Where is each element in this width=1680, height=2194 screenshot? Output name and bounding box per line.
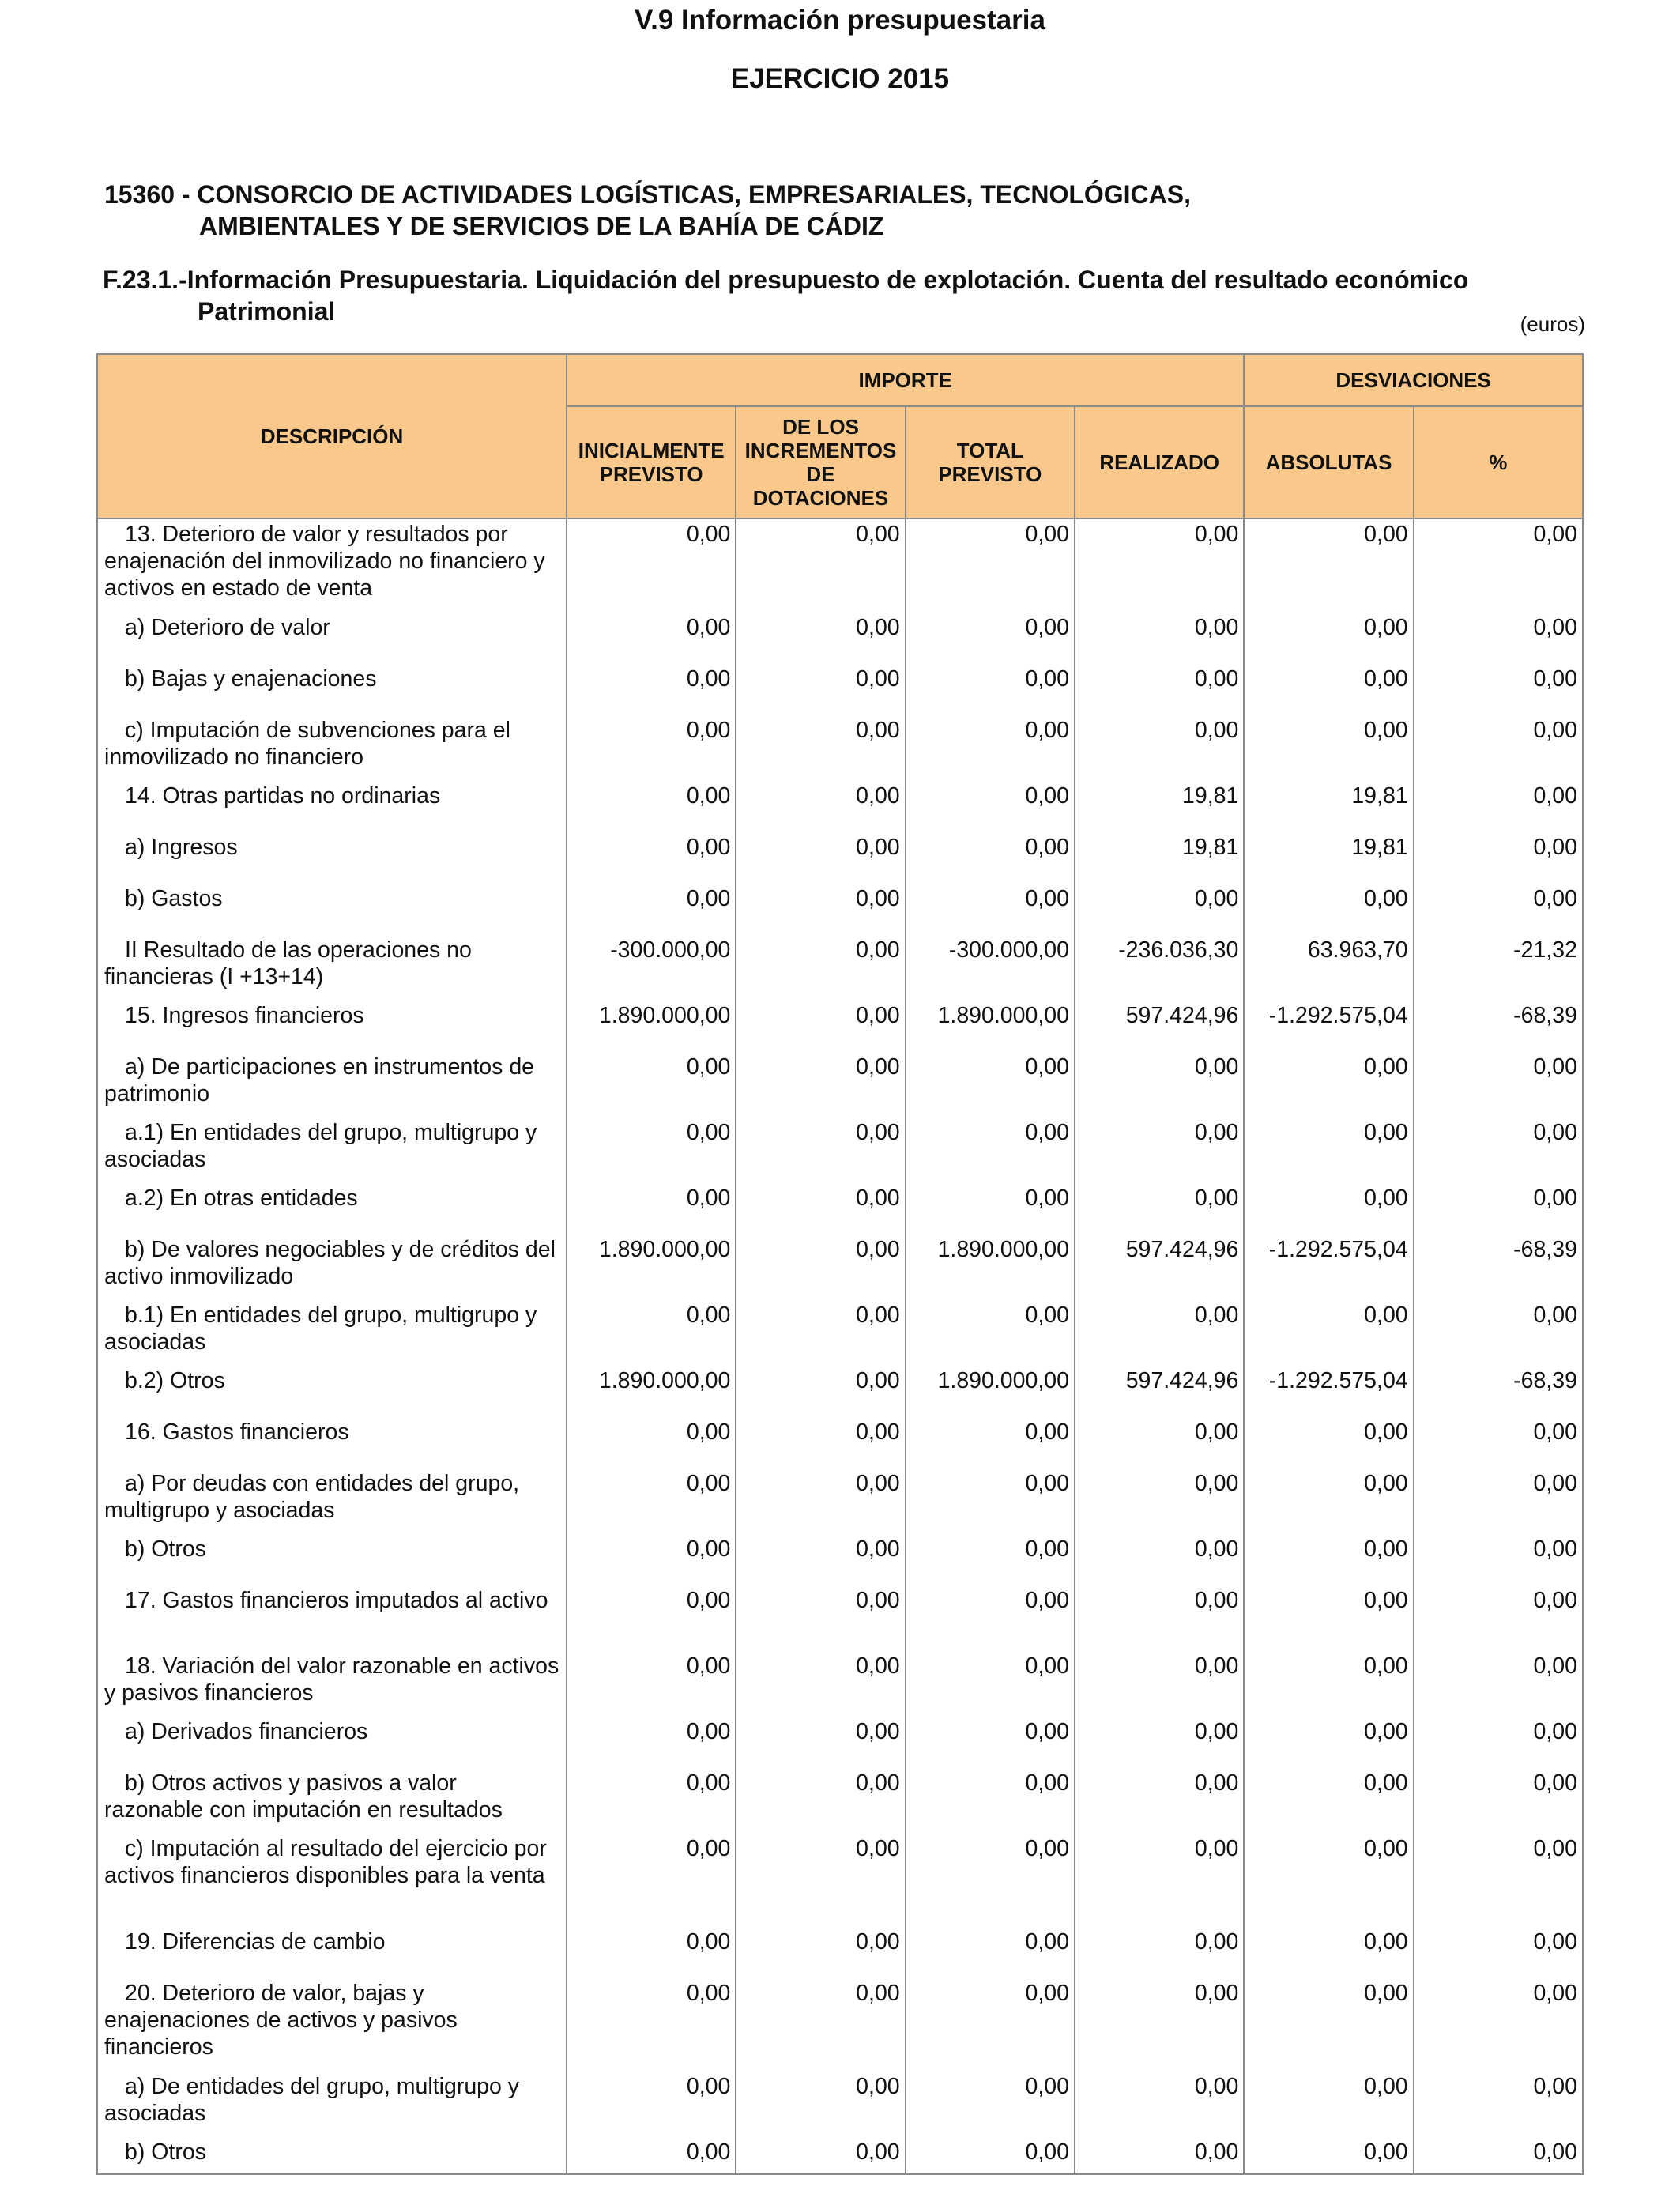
entity-heading	[104, 179, 1527, 242]
cell-incrementos-dotaciones: 0,00	[736, 1366, 905, 1417]
cell-incrementos-dotaciones: 0,00	[736, 1417, 905, 1468]
cell-total-previsto: 0,00	[906, 1118, 1075, 1183]
cell-inicialmente-previsto: 0,00	[567, 1768, 736, 1834]
cell-inicialmente-previsto: 0,00	[567, 1118, 736, 1183]
entity-heading-line-1: 15360 - CONSORCIO DE ACTIVIDADES LOGÍSTICAS, EMPRESARIALES, TECNOLÓGICAS,	[104, 180, 1191, 209]
cell-total-previsto: 0,00	[906, 1183, 1075, 1235]
cell-total-previsto: 0,00	[906, 2071, 1075, 2137]
cell-absolutas: 0,00	[1244, 1768, 1413, 1834]
fiscal-year-title: EJERCICIO 2015	[730, 63, 950, 94]
cell-inicialmente-previsto: 0,00	[567, 1927, 736, 1978]
table-row	[97, 1235, 1583, 1300]
cell-absolutas: 0,00	[1244, 1585, 1413, 1651]
cell-percent: 0,00	[1414, 2137, 1583, 2174]
header-text: INICIALMENTE	[578, 439, 725, 462]
row-description: 15. Ingresos financieros	[97, 1001, 567, 1052]
cell-realizado: 597.424,96	[1075, 1001, 1244, 1052]
header-text: DE	[806, 462, 835, 486]
cell-total-previsto: 0,00	[906, 664, 1075, 715]
cell-realizado: 0,00	[1075, 1300, 1244, 1366]
cell-absolutas: 0,00	[1244, 613, 1413, 664]
cell-realizado: 19,81	[1075, 781, 1244, 832]
cell-incrementos-dotaciones: 0,00	[736, 1300, 905, 1366]
cell-realizado: 0,00	[1075, 1052, 1244, 1118]
cell-incrementos-dotaciones: 0,00	[736, 518, 905, 613]
row-description: 19. Diferencias de cambio	[97, 1927, 567, 1978]
table-row	[97, 1366, 1583, 1417]
cell-total-previsto: 1.890.000,00	[906, 1366, 1075, 1417]
cell-incrementos-dotaciones: 0,00	[736, 1978, 905, 2071]
column-header-realizado: REALIZADO	[1075, 406, 1244, 518]
row-description: II Resultado de las operaciones no financieras (I +13+14)	[97, 935, 567, 1001]
cell-realizado: 0,00	[1075, 1468, 1244, 1534]
cell-inicialmente-previsto: 0,00	[567, 1183, 736, 1235]
table-row	[97, 935, 1583, 1001]
cell-incrementos-dotaciones: 0,00	[736, 1834, 905, 1927]
cell-inicialmente-previsto: 0,00	[567, 781, 736, 832]
table-row	[97, 1651, 1583, 1717]
column-header-percent: %	[1414, 406, 1583, 518]
row-description: 20. Deterioro de valor, bajas y enajenaciones de activos y pasivos financieros	[97, 1978, 567, 2071]
table-row	[97, 613, 1583, 664]
cell-inicialmente-previsto: 0,00	[567, 1052, 736, 1118]
column-header-absolutas: ABSOLUTAS	[1244, 406, 1413, 518]
cell-absolutas: 0,00	[1244, 1651, 1413, 1717]
cell-inicialmente-previsto: 0,00	[567, 715, 736, 781]
cell-percent: -68,39	[1414, 1366, 1583, 1417]
cell-absolutas: 0,00	[1244, 664, 1413, 715]
cell-percent: 0,00	[1414, 1978, 1583, 2071]
entity-heading-line-2: AMBIENTALES Y DE SERVICIOS DE LA BAHÍA DE CÁDIZ	[199, 212, 884, 240]
cell-percent: 0,00	[1414, 1118, 1583, 1183]
cell-percent: -68,39	[1414, 1235, 1583, 1300]
cell-total-previsto: 0,00	[906, 2137, 1075, 2174]
cell-inicialmente-previsto: 0,00	[567, 1978, 736, 2071]
cell-incrementos-dotaciones: 0,00	[736, 832, 905, 884]
cell-total-previsto: 0,00	[906, 781, 1075, 832]
cell-percent: 0,00	[1414, 518, 1583, 613]
cell-total-previsto: 0,00	[906, 518, 1075, 613]
cell-realizado: 0,00	[1075, 2137, 1244, 2174]
cell-incrementos-dotaciones: 0,00	[736, 1534, 905, 1585]
cell-incrementos-dotaciones: 0,00	[736, 1235, 905, 1300]
column-header-descripcion: DESCRIPCIÓN	[97, 354, 567, 518]
cell-realizado: 0,00	[1075, 715, 1244, 781]
cell-inicialmente-previsto: 0,00	[567, 2137, 736, 2174]
cell-realizado: 597.424,96	[1075, 1235, 1244, 1300]
cell-total-previsto: 0,00	[906, 1927, 1075, 1978]
cell-percent: 0,00	[1414, 1585, 1583, 1651]
cell-percent: 0,00	[1414, 832, 1583, 884]
cell-realizado: 19,81	[1075, 832, 1244, 884]
cell-inicialmente-previsto: 0,00	[567, 664, 736, 715]
cell-realizado: 0,00	[1075, 1118, 1244, 1183]
table-row	[97, 664, 1583, 715]
cell-realizado: 0,00	[1075, 884, 1244, 935]
cell-absolutas: 0,00	[1244, 1834, 1413, 1927]
cell-absolutas: 0,00	[1244, 1534, 1413, 1585]
report-heading-line-2: Patrimonial	[198, 297, 336, 326]
cell-total-previsto: 0,00	[906, 1834, 1075, 1927]
cell-realizado: 0,00	[1075, 1585, 1244, 1651]
cell-inicialmente-previsto: 1.890.000,00	[567, 1366, 736, 1417]
table-row	[97, 1978, 1583, 2071]
table-row	[97, 2137, 1583, 2174]
cell-total-previsto: 0,00	[906, 832, 1075, 884]
cell-percent: 0,00	[1414, 1183, 1583, 1235]
row-description: b) Bajas y enajenaciones	[97, 664, 567, 715]
cell-incrementos-dotaciones: 0,00	[736, 1585, 905, 1651]
cell-absolutas: 0,00	[1244, 1468, 1413, 1534]
cell-absolutas: 0,00	[1244, 518, 1413, 613]
cell-incrementos-dotaciones: 0,00	[736, 1651, 905, 1717]
cell-inicialmente-previsto: 0,00	[567, 613, 736, 664]
cell-percent: 0,00	[1414, 1717, 1583, 1768]
row-description: b) Gastos	[97, 884, 567, 935]
cell-percent: -21,32	[1414, 935, 1583, 1001]
header-text: PREVISTO	[599, 462, 703, 486]
cell-incrementos-dotaciones: 0,00	[736, 1052, 905, 1118]
cell-realizado: 0,00	[1075, 518, 1244, 613]
header-text: PREVISTO	[938, 462, 1042, 486]
cell-inicialmente-previsto: 0,00	[567, 1468, 736, 1534]
cell-absolutas: 0,00	[1244, 1927, 1413, 1978]
row-description: a) Ingresos	[97, 832, 567, 884]
cell-absolutas: -1.292.575,04	[1244, 1001, 1413, 1052]
table-row	[97, 1001, 1583, 1052]
cell-total-previsto: 1.890.000,00	[906, 1235, 1075, 1300]
cell-realizado: 0,00	[1075, 1834, 1244, 1927]
table-row	[97, 518, 1583, 613]
budget-table	[96, 353, 1584, 2175]
cell-percent: 0,00	[1414, 1834, 1583, 1927]
table-row	[97, 1468, 1583, 1534]
cell-incrementos-dotaciones: 0,00	[736, 2071, 905, 2137]
cell-total-previsto: 0,00	[906, 884, 1075, 935]
cell-absolutas: 0,00	[1244, 1978, 1413, 2071]
row-description: b) De valores negociables y de créditos del activo inmovilizado	[97, 1235, 567, 1300]
cell-realizado: 0,00	[1075, 1978, 1244, 2071]
row-description: b) Otros	[97, 1534, 567, 1585]
cell-absolutas: 19,81	[1244, 781, 1413, 832]
cell-percent: 0,00	[1414, 1417, 1583, 1468]
table-row	[97, 1300, 1583, 1366]
row-description: a.2) En otras entidades	[97, 1183, 567, 1235]
cell-absolutas: -1.292.575,04	[1244, 1366, 1413, 1417]
cell-realizado: 597.424,96	[1075, 1366, 1244, 1417]
cell-percent: 0,00	[1414, 613, 1583, 664]
cell-total-previsto: 0,00	[906, 1585, 1075, 1651]
cell-incrementos-dotaciones: 0,00	[736, 935, 905, 1001]
cell-percent: 0,00	[1414, 884, 1583, 935]
cell-inicialmente-previsto: 0,00	[567, 1834, 736, 1927]
cell-absolutas: 0,00	[1244, 1417, 1413, 1468]
column-group-importe: IMPORTE	[567, 354, 1244, 406]
row-description: c) Imputación de subvenciones para el inmovilizado no financiero	[97, 715, 567, 781]
cell-realizado: 0,00	[1075, 1534, 1244, 1585]
cell-realizado: 0,00	[1075, 1717, 1244, 1768]
cell-percent: 0,00	[1414, 715, 1583, 781]
cell-absolutas: 0,00	[1244, 1183, 1413, 1235]
table-row	[97, 832, 1583, 884]
table-row	[97, 715, 1583, 781]
row-description: a) Derivados financieros	[97, 1717, 567, 1768]
column-header-total-previsto	[906, 406, 1075, 518]
cell-absolutas: -1.292.575,04	[1244, 1235, 1413, 1300]
cell-realizado: 0,00	[1075, 1651, 1244, 1717]
cell-inicialmente-previsto: -300.000,00	[567, 935, 736, 1001]
table-row	[97, 1417, 1583, 1468]
cell-absolutas: 0,00	[1244, 1052, 1413, 1118]
row-description: a) Por deudas con entidades del grupo, multigrupo y asociadas	[97, 1468, 567, 1534]
cell-total-previsto: -300.000,00	[906, 935, 1075, 1001]
cell-total-previsto: 0,00	[906, 1417, 1075, 1468]
header-text: DE LOS	[782, 415, 859, 439]
cell-percent: 0,00	[1414, 1534, 1583, 1585]
cell-total-previsto: 0,00	[906, 1052, 1075, 1118]
report-heading	[103, 264, 1596, 327]
row-description: b) Otros	[97, 2137, 567, 2174]
table-row	[97, 1118, 1583, 1183]
column-header-incrementos-dotaciones	[736, 406, 905, 518]
cell-absolutas: 63.963,70	[1244, 935, 1413, 1001]
cell-inicialmente-previsto: 0,00	[567, 1717, 736, 1768]
cell-inicialmente-previsto: 0,00	[567, 832, 736, 884]
cell-inicialmente-previsto: 1.890.000,00	[567, 1001, 736, 1052]
cell-inicialmente-previsto: 0,00	[567, 1651, 736, 1717]
cell-realizado: 0,00	[1075, 1183, 1244, 1235]
cell-total-previsto: 0,00	[906, 1978, 1075, 2071]
cell-absolutas: 0,00	[1244, 1717, 1413, 1768]
cell-total-previsto: 0,00	[906, 1534, 1075, 1585]
cell-total-previsto: 0,00	[906, 715, 1075, 781]
table-row	[97, 2071, 1583, 2137]
row-description: 16. Gastos financieros	[97, 1417, 567, 1468]
cell-inicialmente-previsto: 0,00	[567, 2071, 736, 2137]
cell-realizado: 0,00	[1075, 664, 1244, 715]
cell-percent: 0,00	[1414, 2071, 1583, 2137]
row-description: b) Otros activos y pasivos a valor razonable con imputación en resultados	[97, 1768, 567, 1834]
cell-absolutas: 0,00	[1244, 2071, 1413, 2137]
report-heading-line-1: F.23.1.-Información Presupuestaria. Liquidación del presupuesto de explotación. Cuenta del resultado económico	[103, 266, 1469, 294]
cell-percent: 0,00	[1414, 1651, 1583, 1717]
table-row	[97, 1834, 1583, 1927]
document-title: V.9 Información presupuestaria	[635, 5, 1045, 36]
column-header-inicialmente-previsto	[567, 406, 736, 518]
table-row	[97, 781, 1583, 832]
row-description: 14. Otras partidas no ordinarias	[97, 781, 567, 832]
cell-percent: -68,39	[1414, 1001, 1583, 1052]
header-text: INCREMENTOS	[744, 439, 897, 462]
cell-inicialmente-previsto: 0,00	[567, 1417, 736, 1468]
cell-incrementos-dotaciones: 0,00	[736, 1118, 905, 1183]
cell-total-previsto: 0,00	[906, 613, 1075, 664]
cell-percent: 0,00	[1414, 1052, 1583, 1118]
cell-percent: 0,00	[1414, 1768, 1583, 1834]
column-group-desviaciones: DESVIACIONES	[1244, 354, 1583, 406]
table-row	[97, 1534, 1583, 1585]
cell-inicialmente-previsto: 0,00	[567, 518, 736, 613]
cell-incrementos-dotaciones: 0,00	[736, 1468, 905, 1534]
row-description: 13. Deterioro de valor y resultados por enajenación del inmovilizado no financiero y activos en estado de venta	[97, 518, 567, 613]
cell-incrementos-dotaciones: 0,00	[736, 1768, 905, 1834]
row-description: a) De participaciones en instrumentos de patrimonio	[97, 1052, 567, 1118]
cell-realizado: 0,00	[1075, 1768, 1244, 1834]
header-text: DOTACIONES	[752, 486, 889, 510]
row-description: a) De entidades del grupo, multigrupo y asociadas	[97, 2071, 567, 2137]
cell-incrementos-dotaciones: 0,00	[736, 613, 905, 664]
cell-absolutas: 0,00	[1244, 715, 1413, 781]
row-description: a.1) En entidades del grupo, multigrupo y asociadas	[97, 1118, 567, 1183]
row-description: b.2) Otros	[97, 1366, 567, 1417]
cell-realizado: 0,00	[1075, 1417, 1244, 1468]
cell-total-previsto: 0,00	[906, 1468, 1075, 1534]
table-row	[97, 1052, 1583, 1118]
cell-inicialmente-previsto: 0,00	[567, 1585, 736, 1651]
cell-realizado: 0,00	[1075, 1927, 1244, 1978]
cell-total-previsto: 0,00	[906, 1300, 1075, 1366]
cell-total-previsto: 0,00	[906, 1717, 1075, 1768]
cell-absolutas: 0,00	[1244, 1118, 1413, 1183]
cell-realizado: 0,00	[1075, 2071, 1244, 2137]
cell-absolutas: 0,00	[1244, 1300, 1413, 1366]
table-row	[97, 1927, 1583, 1978]
cell-incrementos-dotaciones: 0,00	[736, 1927, 905, 1978]
cell-inicialmente-previsto: 0,00	[567, 884, 736, 935]
cell-percent: 0,00	[1414, 664, 1583, 715]
cell-incrementos-dotaciones: 0,00	[736, 884, 905, 935]
budget-table-header	[97, 354, 1583, 518]
row-description: c) Imputación al resultado del ejercicio por activos financieros disponibles para la venta	[97, 1834, 567, 1927]
cell-realizado: -236.036,30	[1075, 935, 1244, 1001]
row-description: a) Deterioro de valor	[97, 613, 567, 664]
cell-incrementos-dotaciones: 0,00	[736, 1001, 905, 1052]
budget-table-body	[97, 518, 1583, 2174]
cell-total-previsto: 1.890.000,00	[906, 1001, 1075, 1052]
cell-incrementos-dotaciones: 0,00	[736, 2137, 905, 2174]
cell-absolutas: 0,00	[1244, 884, 1413, 935]
table-row	[97, 1183, 1583, 1235]
cell-absolutas: 0,00	[1244, 2137, 1413, 2174]
cell-realizado: 0,00	[1075, 613, 1244, 664]
row-description: b.1) En entidades del grupo, multigrupo y asociadas	[97, 1300, 567, 1366]
cell-percent: 0,00	[1414, 1927, 1583, 1978]
cell-total-previsto: 0,00	[906, 1768, 1075, 1834]
row-description: 18. Variación del valor razonable en activos y pasivos financieros	[97, 1651, 567, 1717]
cell-incrementos-dotaciones: 0,00	[736, 781, 905, 832]
cell-incrementos-dotaciones: 0,00	[736, 1717, 905, 1768]
table-row	[97, 884, 1583, 935]
cell-absolutas: 19,81	[1244, 832, 1413, 884]
units-label: (euros)	[1520, 312, 1585, 336]
cell-inicialmente-previsto: 0,00	[567, 1300, 736, 1366]
row-description: 17. Gastos financieros imputados al activo	[97, 1585, 567, 1651]
table-row	[97, 1768, 1583, 1834]
cell-total-previsto: 0,00	[906, 1651, 1075, 1717]
cell-percent: 0,00	[1414, 781, 1583, 832]
table-row	[97, 1717, 1583, 1768]
cell-inicialmente-previsto: 1.890.000,00	[567, 1235, 736, 1300]
cell-percent: 0,00	[1414, 1300, 1583, 1366]
cell-percent: 0,00	[1414, 1468, 1583, 1534]
cell-incrementos-dotaciones: 0,00	[736, 715, 905, 781]
header-text: TOTAL	[956, 439, 1023, 462]
table-row	[97, 1585, 1583, 1651]
cell-inicialmente-previsto: 0,00	[567, 1534, 736, 1585]
cell-incrementos-dotaciones: 0,00	[736, 1183, 905, 1235]
cell-incrementos-dotaciones: 0,00	[736, 664, 905, 715]
